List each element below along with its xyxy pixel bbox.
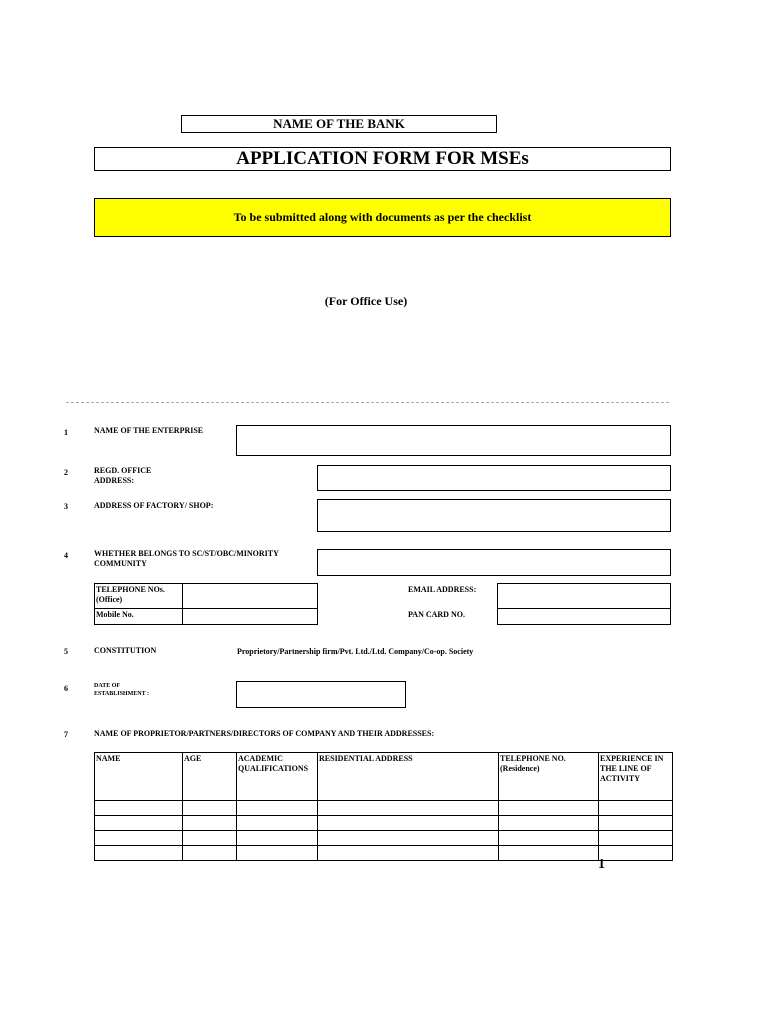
field-number-2: 2 <box>64 468 68 477</box>
telephone-table <box>94 583 318 625</box>
telephone-label: TELEPHONE NOs. (Office) <box>95 584 183 609</box>
table-cell[interactable] <box>599 801 673 816</box>
table-cell[interactable] <box>318 816 499 831</box>
field-label-regd-office: REGD. OFFICE ADDRESS: <box>94 466 152 485</box>
table-cell[interactable] <box>237 801 318 816</box>
email-label: EMAIL ADDRESS: <box>408 585 477 594</box>
table-cell[interactable] <box>499 831 599 846</box>
column-header-qualifications: ACADEMIC QUALIFICATIONS <box>237 753 318 801</box>
table-cell[interactable] <box>237 831 318 846</box>
table-cell[interactable] <box>499 846 599 861</box>
table-cell[interactable] <box>599 846 673 861</box>
table-cell[interactable] <box>95 846 183 861</box>
table-cell[interactable] <box>318 801 499 816</box>
establishment-date-input[interactable] <box>236 681 406 708</box>
constitution-options: Proprietory/Partnership firm/Pvt. Ltd./Ltd. Company/Co-op. Society <box>237 647 474 656</box>
field-number-5: 5 <box>64 647 68 656</box>
field-label-factory-address: ADDRESS OF FACTORY/ SHOP: <box>94 501 214 510</box>
table-cell[interactable] <box>183 831 237 846</box>
table-row <box>95 846 673 861</box>
factory-address-input[interactable] <box>317 499 671 532</box>
form-title-box <box>94 147 671 171</box>
table-cell[interactable] <box>95 801 183 816</box>
table-cell[interactable] <box>599 831 673 846</box>
column-header-name: NAME <box>95 753 183 801</box>
bank-name-box <box>181 115 497 133</box>
notice-text: To be submitted along with documents as per the checklist <box>233 210 532 224</box>
table-row <box>95 831 673 846</box>
table-cell[interactable] <box>183 801 237 816</box>
table-cell[interactable] <box>237 816 318 831</box>
column-header-experience: EXPERIENCE IN THE LINE OF ACTIVITY <box>599 753 673 801</box>
regd-office-address-input[interactable] <box>317 465 671 491</box>
table-cell[interactable] <box>318 846 499 861</box>
table-cell[interactable] <box>499 801 599 816</box>
field-label-directors: NAME OF PROPRIETOR/PARTNERS/DIRECTORS OF COMPANY AND THEIR ADDRESSES: <box>94 729 435 738</box>
table-cell[interactable] <box>183 846 237 861</box>
mobile-input[interactable] <box>183 609 318 625</box>
email-input[interactable] <box>497 583 671 609</box>
table-cell[interactable] <box>237 846 318 861</box>
field-number-3: 3 <box>64 502 68 511</box>
separator-line <box>66 402 669 403</box>
table-cell[interactable] <box>95 816 183 831</box>
mobile-label: Mobile No. <box>95 609 183 625</box>
table-cell[interactable] <box>95 831 183 846</box>
column-header-telephone: TELEPHONE NO. (Residence) <box>499 753 599 801</box>
page-number: 1 <box>598 857 605 872</box>
table-row <box>95 801 673 816</box>
directors-table <box>94 752 673 861</box>
form-title: APPLICATION FORM FOR MSEs <box>236 148 529 169</box>
field-number-6: 6 <box>64 684 68 693</box>
field-label-constitution: CONSTITUTION <box>94 646 157 655</box>
table-row <box>95 816 673 831</box>
field-label-establishment: DATE OF ESTABLISHMENT : <box>94 683 149 697</box>
field-label-community: WHETHER BELONGS TO SC/ST/OBC/MINORITY COMMUNITY <box>94 549 279 568</box>
field-number-1: 1 <box>64 428 68 437</box>
office-use-label: (For Office Use) <box>324 294 408 308</box>
field-label-enterprise-name: NAME OF THE ENTERPRISE <box>94 426 204 435</box>
column-header-age: AGE <box>183 753 237 801</box>
pan-label: PAN CARD NO. <box>408 610 465 619</box>
pan-input[interactable] <box>497 608 671 625</box>
enterprise-name-input[interactable] <box>236 425 671 456</box>
bank-name: NAME OF THE BANK <box>273 116 405 131</box>
field-number-7: 7 <box>64 730 68 739</box>
field-number-4: 4 <box>64 551 68 560</box>
community-input[interactable] <box>317 549 671 576</box>
notice-banner <box>94 198 671 237</box>
table-cell[interactable] <box>599 816 673 831</box>
telephone-input[interactable] <box>183 584 318 609</box>
column-header-address: RESIDENTIAL ADDRESS <box>318 753 499 801</box>
table-cell[interactable] <box>318 831 499 846</box>
table-cell[interactable] <box>499 816 599 831</box>
table-cell[interactable] <box>183 816 237 831</box>
